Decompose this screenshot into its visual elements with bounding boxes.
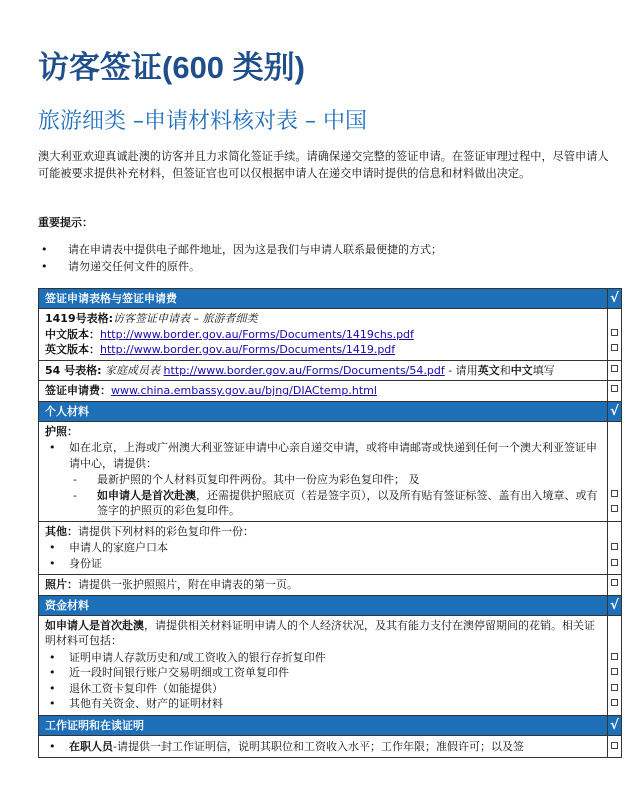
checkbox[interactable] (611, 742, 618, 749)
list-item: • 证明申请人存款历史和/或工资收入的银行存折复印件 (45, 650, 601, 666)
form-1419-title: 访客签证申请表 – 旅游者细类 (113, 312, 258, 325)
check-mark-icon: √ (608, 289, 622, 309)
important-item: • 请勿递交任何文件的原件。 (38, 258, 442, 275)
table-row: 其他：请提供下列材料的彩色复印件一份： • 申请人的家庭户口本 • 身份证 (39, 521, 622, 575)
check-mark-icon: √ (608, 715, 622, 735)
check-mark-icon: √ (608, 595, 622, 615)
checkbox[interactable] (611, 365, 618, 372)
list-item: • 申请人的家庭户口本 (45, 540, 601, 556)
check-mark-icon: √ (608, 401, 622, 421)
important-list (38, 241, 442, 275)
section-header-employment: 工作证明和在读证明 √ (39, 715, 622, 735)
list-item: • 在职人员-请提供一封工作证明信，说明其职位和工资收入水平；工作年限；准假许可；以及签 (45, 739, 601, 755)
table-row: 护照： • 如在北京，上海或广州澳大利亚签证申请中心亲自递交申请，或将申请邮寄或快递到任何一个澳大利亚签证申请中心，请提供： - 最新护照的个人材料页复印件两份。其中一份应为彩色复印件； 及 - 如申请人是首次赴澳，还需提供护照底页（若是签字页），以及所有贴有签证标签、盖有出入境章、或有签字的护照页的彩色复印件。 (39, 421, 622, 521)
list-item: - 如申请人是首次赴澳，还需提供护照底页（若是签字页），以及所有贴有签证标签、盖有出入境章、或有签字的护照页的彩色复印件。 (45, 488, 601, 519)
table-row: 54 号表格: 家庭成员表 http://www.border.gov.au/Forms/Documents/54.pdf - 请用英文和中文填写 (39, 360, 622, 381)
form-1419-chinese-link[interactable]: http://www.border.gov.au/Forms/Documents/1419chs.pdf (100, 327, 414, 341)
visa-fee-link[interactable]: www.china.embassy.gov.au/bjng/DIACtemp.html (111, 384, 377, 397)
table-row: 签证申请费：www.china.embassy.gov.au/bjng/DIACtemp.html (39, 381, 622, 402)
page-title: 访客签证(600 类别) (38, 50, 305, 85)
list-item: - 最新护照的个人材料页复印件两份。其中一份应为彩色复印件； 及 (45, 472, 601, 488)
list-item: • 退休工资卡复印件（如能提供） (45, 681, 601, 697)
checkbox[interactable] (611, 385, 618, 392)
list-item: • 其他有关资金、财产的证明材料 (45, 696, 601, 712)
list-item: • 身份证 (45, 556, 601, 572)
intro-paragraph: 澳大利亚欢迎真诚赴澳的访客并且力求简化签证手续。请确保递交完整的签证申请。在签证审理过程中，尽管申请人可能被要求提供补充材料，但签证官也可以仅根据申请人在递交申请时提供的信息和材料做出决定。 (38, 150, 609, 180)
section-header-forms: 签证申请表格与签证申请费 √ (39, 289, 622, 309)
section-header-personal: 个人材料 √ (39, 401, 622, 421)
checkbox[interactable] (611, 579, 618, 586)
table-row: 1419号表格:访客签证申请表 – 旅游者细类 中文版本：http://www.border.gov.au/Forms/Documents/1419chs.pdf 英文版本：http://www.border.gov.au/Forms/Documents/1419.pdf (39, 309, 622, 361)
checkbox[interactable] (611, 684, 618, 691)
important-item: • 请在申请表中提供电子邮件地址，因为这是我们与申请人联系最便捷的方式； (38, 241, 442, 258)
checkbox[interactable] (611, 505, 618, 512)
form-1419-english-link[interactable]: http://www.border.gov.au/Forms/Documents/1419.pdf (100, 343, 396, 356)
form-54-link[interactable]: http://www.border.gov.au/Forms/Documents/54.pdf (163, 363, 445, 377)
list-item: • 近一段时间银行账户交易明细或工资单复印件 (45, 665, 601, 681)
checkbox[interactable] (611, 559, 618, 566)
table-row: 照片：请提供一张护照照片，附在申请表的第一页。 (39, 575, 622, 596)
checkbox[interactable] (611, 344, 618, 351)
checkbox[interactable] (611, 668, 618, 675)
table-row: 如申请人是首次赴澳，请提供相关材料证明申请人的个人经济状况，及其有能力支付在澳停留期间的花销。相关证明材料可包括： • 证明申请人存款历史和/或工资收入的银行存折复印件 • 近一段时间银行账户交易明细或工资单复印件 • 退休工资卡复印件（如能提供） • 其他有关资金、财产的证明材料 (39, 615, 622, 715)
table-row (39, 735, 622, 758)
checkbox[interactable] (611, 653, 618, 660)
checkbox[interactable] (611, 699, 618, 706)
checkbox[interactable] (611, 490, 618, 497)
section-header-financial: 资金材料 √ (39, 595, 622, 615)
checkbox[interactable] (611, 543, 618, 550)
important-label: 重要提示： (38, 216, 93, 229)
page-subtitle: 旅游细类 –申请材料核对表 – 中国 (38, 109, 367, 134)
checkbox[interactable] (611, 329, 618, 336)
list-item: • 如在北京，上海或广州澳大利亚签证申请中心亲自递交申请，或将申请邮寄或快递到任何一个澳大利亚签证申请中心，请提供： (45, 440, 601, 471)
checklist-table (38, 288, 622, 758)
